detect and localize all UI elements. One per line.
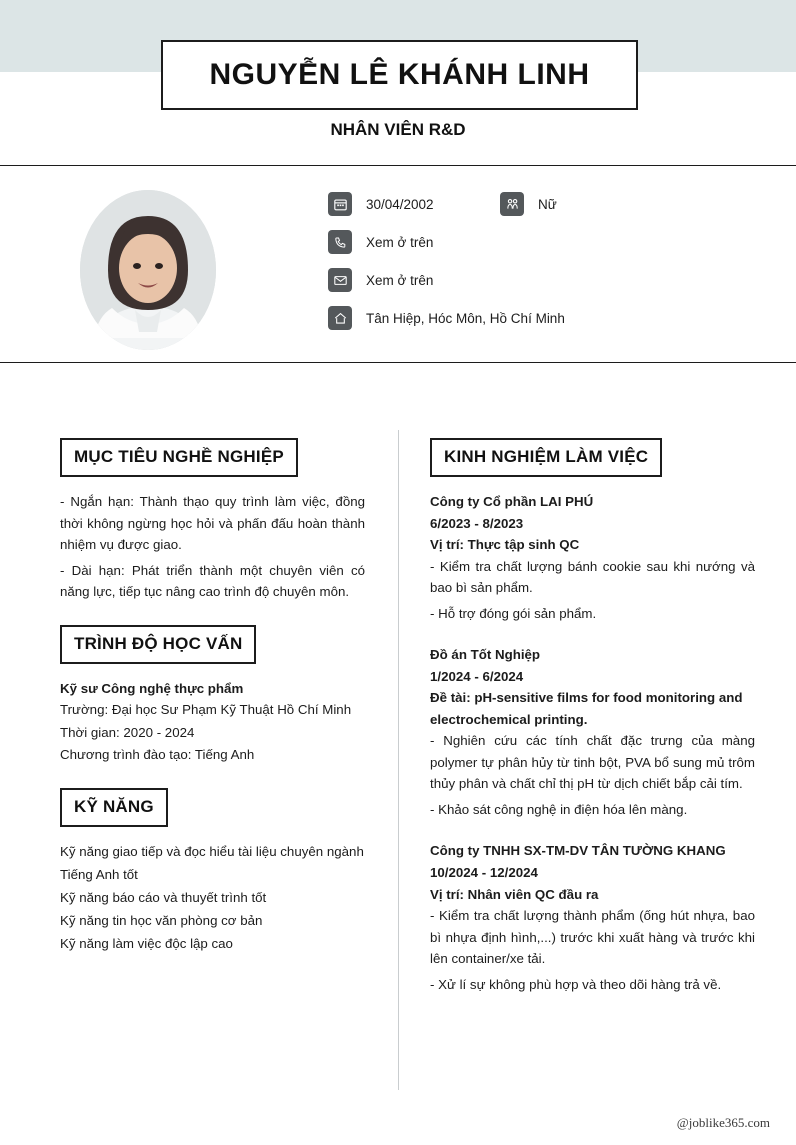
- education-school: Trường: Đại học Sư Phạm Kỹ Thuật Hồ Chí Minh: [60, 702, 352, 718]
- gender-icon: [500, 192, 524, 216]
- experience-position: Vị trí: Nhân viên QC đầu ra: [430, 886, 599, 902]
- experience-detail: - Nghiên cứu các tính chất đặc trưng của màng polymer tự phân hủy từ tinh bột, PVA bổ sung mủ trôm thủy phân và chất chỉ thị pH từ dịch chiết bắp cải tím.: [430, 733, 755, 792]
- experience-company: Công ty TNHH SX-TM-DV TÂN TƯỜNG KHANG: [430, 843, 726, 859]
- section-skills: [60, 788, 365, 955]
- experience-position: Đề tài: pH-sensitive films for food monitoring and electrochemical printing.: [430, 690, 743, 727]
- experience-detail: - Hỗ trợ đóng gói sản phẩm.: [430, 605, 597, 621]
- avatar: [80, 190, 216, 350]
- experience-item: [430, 840, 755, 995]
- experience-detail: - Kiểm tra chất lượng thành phẩm (ống hút nhựa, bao bì nhựa định hình,...) trước khi xuất hàng và trước khi lên container/xe tải.: [430, 908, 755, 967]
- info-row-gender: [500, 192, 557, 216]
- experience-item: [430, 644, 755, 820]
- experience-company: Công ty Cổ phần LAI PHÚ: [430, 494, 594, 509]
- personal-info: [328, 192, 748, 344]
- section-objective: [60, 438, 365, 603]
- gender-value: Nữ: [538, 196, 557, 212]
- envelope-icon: [328, 268, 352, 292]
- skill-item: Kỹ năng báo cáo và thuyết trình tốt: [60, 889, 267, 905]
- home-icon: [328, 306, 352, 330]
- experience-detail: - Khảo sát công nghệ in điện hóa lên màng.: [430, 801, 688, 817]
- experience-period: 10/2024 - 12/2024: [430, 864, 538, 880]
- watermark: @joblike365.com: [676, 1115, 770, 1130]
- calendar-icon: [328, 192, 352, 216]
- info-row-email: [328, 268, 748, 292]
- info-row-birthday: [328, 192, 748, 216]
- objective-line-2: - Dài hạn: Phát triển thành một chuyên viên có năng lực, tiếp tục nâng cao trình độ chuyên môn.: [60, 562, 365, 600]
- candidate-name: NGUYỄN LÊ KHÁNH LINH: [209, 58, 590, 91]
- skill-item: Kỹ năng giao tiếp và đọc hiểu tài liệu chuyên ngành Tiếng Anh tốt: [60, 844, 364, 883]
- divider-bottom: [0, 362, 796, 363]
- column-divider: [398, 430, 399, 1090]
- skill-item: Kỹ năng tin học văn phòng cơ bản: [60, 912, 263, 928]
- experience-period: 6/2023 - 8/2023: [430, 515, 524, 531]
- experience-item: [430, 491, 755, 624]
- divider-top: [0, 165, 796, 166]
- phone-value: Xem ở trên: [366, 234, 434, 250]
- objective-title: MỤC TIÊU NGHỀ NGHIỆP: [60, 438, 298, 477]
- section-experience: [430, 438, 755, 995]
- birthday-value: 30/04/2002: [366, 196, 434, 212]
- address-value: Tân Hiệp, Hóc Môn, Hồ Chí Minh: [366, 310, 565, 326]
- name-box: [161, 40, 638, 110]
- experience-detail: - Kiểm tra chất lượng bánh cookie sau khi nướng và bao bì sản phẩm.: [430, 558, 755, 596]
- experience-detail: - Xử lí sự không phù hợp và theo dõi hàng trả về.: [430, 976, 722, 992]
- skill-item: Kỹ năng làm việc độc lập cao: [60, 935, 233, 951]
- education-title: TRÌNH ĐỘ HỌC VẤN: [60, 625, 256, 664]
- education-time: Thời gian: 2020 - 2024: [60, 724, 195, 740]
- right-column: [430, 438, 755, 999]
- left-column: [60, 438, 365, 955]
- experience-position: Vị trí: Thực tập sinh QC: [430, 537, 580, 553]
- info-row-phone: [328, 230, 748, 254]
- experience-period: 1/2024 - 6/2024: [430, 668, 524, 684]
- section-education: [60, 625, 365, 767]
- phone-icon: [328, 230, 352, 254]
- email-value: Xem ở trên: [366, 272, 434, 288]
- experience-company: Đồ án Tốt Nghiệp: [430, 647, 541, 663]
- education-degree: Kỹ sư Công nghệ thực phẩm: [60, 680, 244, 696]
- experience-title: KINH NGHIỆM LÀM VIỆC: [430, 438, 662, 477]
- skills-title: KỸ NĂNG: [60, 788, 168, 827]
- job-title: NHÂN VIÊN R&D: [330, 120, 466, 139]
- objective-line-1: - Ngắn hạn: Thành thạo quy trình làm việc, đồng thời không ngừng học hỏi và phấn đấu hoàn thành nhiệm vụ được giao.: [60, 494, 365, 553]
- info-row-address: [328, 306, 748, 330]
- avatar-illustration: [80, 190, 216, 350]
- education-program: Chương trình đào tạo: Tiếng Anh: [60, 746, 255, 762]
